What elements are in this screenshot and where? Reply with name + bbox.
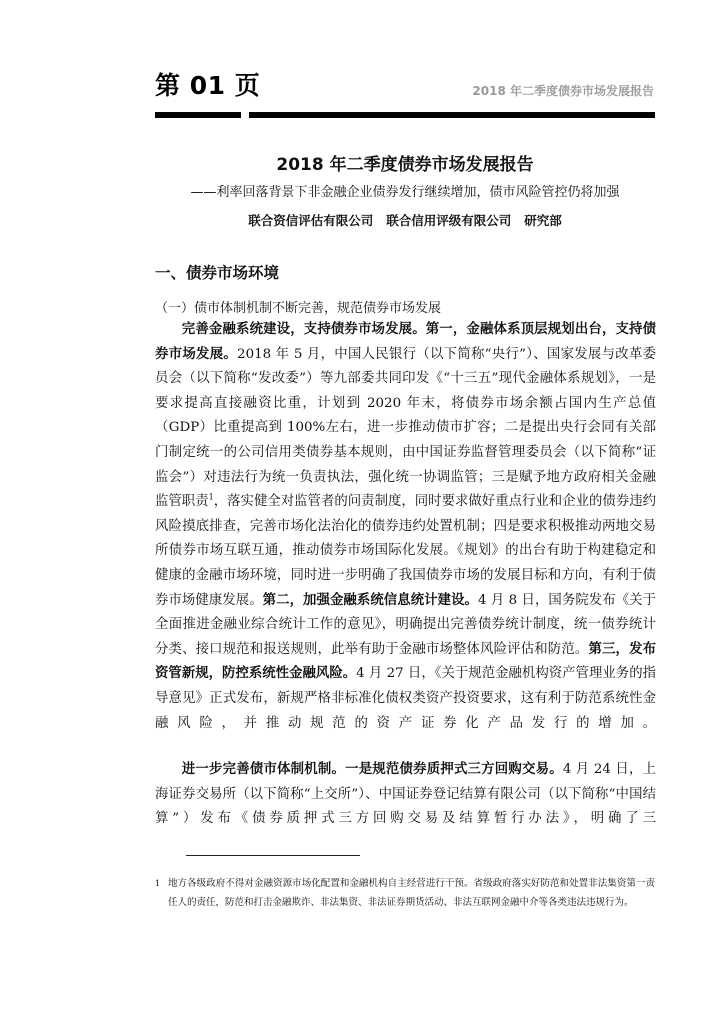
report-title: 2018 年二季度债券市场发展报告 — [276, 155, 534, 175]
header-rule-left — [155, 112, 241, 118]
report-authors: 联合资信评估有限公司 联合信用评级有限公司 研究部 — [248, 213, 562, 228]
footnote-text: 地方各级政府不得对金融资源市场化配置和金融机构自主经营进行干预。省级政府落实好防范和处置非法集资第一责任人的责任，防范和打击金融欺诈、非法集资、非法证券期货活动、非法互联网金融中介等各类违法违规行为。 — [168, 878, 655, 908]
running-header-title: 2018 年二季度债券市场发展报告 — [472, 84, 654, 98]
para2-lead-bold: 进一步完善债市体制机制。一是规范债券质押式三方回购交易。 — [181, 762, 563, 777]
paragraph-1 — [155, 318, 656, 736]
para1-lead-bold: 完善金融系统建设，支持债券市场发展。第一，金融体系顶层规划出台，支持债券市场发展。 — [155, 322, 656, 362]
para1-text-a: 2018 年 5 月，中国人民银行（以下简称“央行”）、国家发展与改革委员会（以下简称“发改委”）等九部委共同印发《“十三五”现代金融体系规划》，一是要求提高直接融资比重，计划到 2020 年末，将债券市场余额占国内生产总值（GDP）比重提高到 100%左右，进一步推动债市扩容；二是提出央行会同有关部门制定统一的公司信用类债券基本规则，由中国证券监督管理委员会（以下简称“证监会”）对违法行为统一负责执法，强化统一协调监管；三是赋予地方政府相关金融监管职责 — [155, 346, 657, 510]
section-heading: 一、债券市场环境 — [155, 264, 280, 282]
footnote-reference[interactable]: 1 — [208, 492, 214, 502]
page-number-label: 第 01 页 — [155, 71, 261, 100]
para1-second-bold: 第二，加强金融系统信息统计建设。 — [262, 592, 479, 608]
paragraph-2 — [155, 758, 656, 832]
para2-text: 4 月 24 日，上海证券交易所（以下简称“上交所”）、中国证券登记结算有限公司（以下简称“中国结算”）发布《债券质押式三方回购交易及结算暂行办法》，明确了三 — [155, 762, 657, 827]
header-rule-right — [249, 112, 655, 118]
para1-text-b: ，落实健全对监管者的问责制度，同时要求做好重点行业和企业的债券违约风险摸底排查，完善市场化法治化的债券违约处置机制；四是要求积极推动两地交易所债券市场互联互通，推动债券市场国际化发展。《规划》的出台有助于构建稳定和健康的金融市场环境，同时进一步明确了我国债券市场的发展目标和方向，有利于债券市场健康发展。 — [155, 494, 657, 608]
para1-third-bold: 第三，发布资管新规，防控系统性金融风险。 — [155, 641, 657, 682]
subsection-heading: （一）债市体制机制不断完善，规范债券市场发展 — [155, 301, 442, 316]
para1-text-d: 4 月 27 日，《关于规范金融机构资产管理业务的指导意见》正式发布，新规严格非标准化债权类资产投资要求，这有利于防范系统性金融风险，并推动规范的资产证券化产品发行的增加。 — [155, 666, 656, 731]
report-subtitle: ——利率回落背景下非金融企业债券发行继续增加，债市风险管控仍将加强 — [190, 185, 620, 200]
footnote-mark: 1 — [155, 879, 161, 888]
para1-text-c: 4 月 8 日，国务院发布《关于全面推进金融业综合统计工作的意见》，明确提出完善债券统计制度，统一债券统计分类、接口规范和报送规则，此举有助于金融市场整体风险评估和防范。 — [155, 592, 657, 657]
footnote — [155, 874, 655, 912]
footnote-separator — [186, 855, 360, 856]
